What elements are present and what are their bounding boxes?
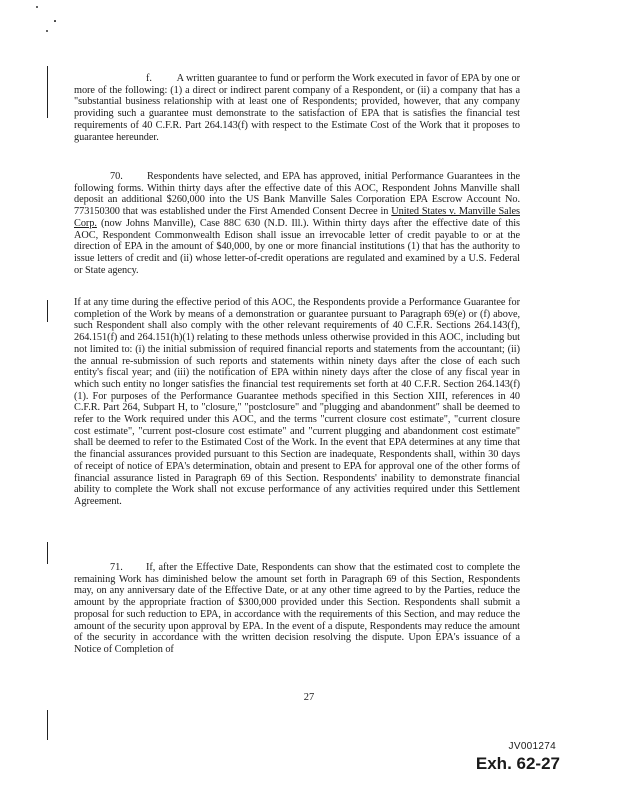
paragraph-performance-guarantee-text: If at any time during the effective period of this AOC, the Respondents provide a Performance Guarantee for completion of the Work by means of a demonstration or guarantee pursuant to Paragraph 69(e) or (f) above, such Respondent shall also comply with the other relevant requirements of 40 C.F.R. Sections 264.143(f), 264.151(f) and 264.151(h)(1) relating to these methods unless otherwise provided in this AOC, including but not limited to: (i) the initial submission of required financial reports and statements from the accountant; (ii) the annual re-submission of such reports and statements within ninety days after the close of each such entity's fiscal year; and (iii) the notification of EPA within ninety days after the close of any fiscal year in which such entity no longer satisfies the financial test requirements set forth at 40 C.F.R. Section 264.143(f)(1). For purposes of the Performance Guarantee methods specified in this Section XIII, references in 40 C.F.R. Part 264, Subpart H, to "closure," "postclosure" and "plugging and abandonment" shall be deemed to refer to the Work required under this AOC, and the terms "current closure cost estimate", "current closure cost estimate", "current post-closure cost estimate" and "current plugging and abandonment cost estimate" shall be deemed to refer to the Estimated Cost of the Work. In the event that EPA determines at any time that the financial assurances provided pursuant to this Section are inadequate, Respondents shall, within 30 days of receipt of notice of EPA's determination, obtain and present to EPA for approval one of the other forms of financial assurance listed in Paragraph 69 of this Section. Respondents' inability to demonstrate financial ability to complete the Work shall not excuse performance of any activities required under this Settlement Agreement. [74,297,520,507]
paragraph-f-text: A written guarantee to fund or perform the Work executed in favor of EPA by one or more of the following: (1) a direct or indirect parent company of a Respondent, or (ii) a company that has a "substantial business relationship with at least one of Respondents; provided, however, that any company providing such a guarantee must demonstrate to the satisfaction of EPA that is satisfies the financial test requirements of 40 C.F.R. Part 264.143(f) with respect to the Estimate Cost of the Work that it proposes to guarantee hereunder. [74,73,520,143]
bates-number: JV001274 [508,741,556,752]
paragraph-70-text-a: Respondents have selected, and EPA has approved, initial Performance Guarantees in the following forms. Within thirty days after the effective date of this AOC, Respondent Johns Manville shall deposit an additional $260,000 into the US Bank Manville Sales Corporation EPA Escrow Account No. 773150300 that was established under the First Amended Consent Decree in [74,171,520,218]
paragraph-70-text-b: (now Johns Manville), Case 88C 630 (N.D. Ill.). Within thirty days after the effective date of this AOC, Respondent Commonwealth Edison shall issue an irrevocable letter of credit payable to or at the direction of EPA in the amount of $40,000, by one or more financial institutions (1) that has the authority to issue letters of credit and (ii) whose letter-of-credit operations are regulated and examined by a U.S. Federal or State agency. [74,217,521,276]
scan-speck [36,6,38,8]
scan-speck [46,30,48,32]
scan-speck [54,20,56,22]
paragraph-70-label: 70. [110,171,123,182]
paragraph-71 [74,562,520,656]
paragraph-71-text: If, after the Effective Date, Respondents can show that the estimated cost to complete the remaining Work has diminished below the amount set forth in Paragraph 69 of this Section, Respondents may, on any anniversary date of the Effective Date, or at any other time agreed to by the Parties, reduce the amount by the appropriate fraction of $300,000 provided under this Section. Respondents shall submit a proposal for such reduction to EPA, in accordance with the requirements of this Section, and may reduce the amount of the security upon approval by EPA. In the event of a dispute, Respondents may reduce the amount of the security in accordance with the written decision resolving the dispute. Upon EPA's issuance of a Notice of Completion of [74,562,521,655]
paragraph-f [74,73,520,143]
revision-bar [47,710,48,740]
exhibit-label: Exh. 62-27 [475,754,560,773]
paragraph-f-label: f. [146,73,152,84]
paragraph-performance-guarantee [74,297,520,508]
case-name: United States v. Manville Sales Corp. [74,206,520,229]
page-number: 27 [303,692,315,703]
revision-bar [47,66,48,118]
revision-bar [47,300,48,322]
revision-bar [47,542,48,564]
paragraph-71-label: 71. [110,562,123,573]
paragraph-70 [74,171,520,276]
